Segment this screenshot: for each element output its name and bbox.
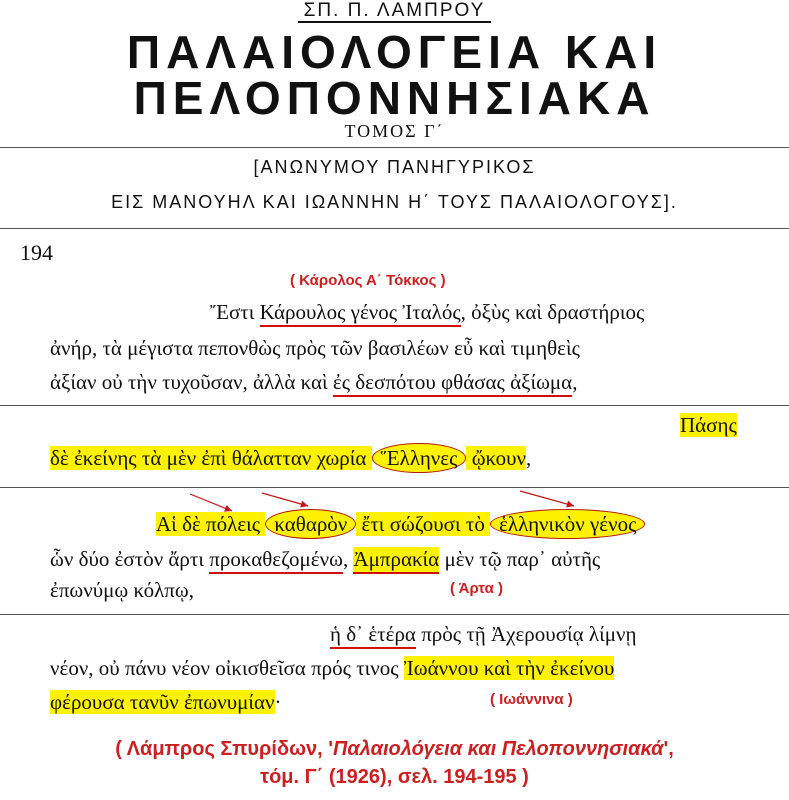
passage4-line2: νέον, οὐ πάνυ νέον οἰκισθεῖσα πρός τινος Ἰωάννου καὶ τὴν ἐκείνου bbox=[50, 656, 615, 680]
passage3-line3: ἐπωνύμῳ κόλπῳ, bbox=[50, 578, 194, 602]
passage3-line1: Αἱ δὲ πόλεις καθαρὸν ἔτι σώζουσι τὸ ἑλληνικὸν γένος bbox=[156, 512, 645, 537]
passage2-word: Πάσης bbox=[680, 413, 737, 437]
annotation-ioannina: ( Ιωάννινα ) bbox=[490, 691, 573, 708]
circled-ellines: Ἕλληνες bbox=[372, 443, 467, 473]
underline-despotou: ἐς δεσπότου φθάσας ἀξίωμα bbox=[333, 370, 572, 397]
circled-ellinikon-genos: ἑλληνικὸν γένος bbox=[490, 509, 645, 539]
passage2-line2: δὲ ἐκείνης τὰ μὲν ἐπὶ θάλατταν χωρία Ἕλληνες ᾤκουν, bbox=[50, 446, 531, 471]
page-number: 194 bbox=[20, 240, 53, 265]
author-name: ΣΠ. Π. ΛΑΜΠΡΟΥ bbox=[0, 0, 789, 22]
passage3-line2: ὧν δύο ἐστὸν ἄρτι προκαθεζομένω, Ἀμπρακία μὲν τῷ παρ᾽ αὐτῆς bbox=[50, 547, 600, 572]
passage4-line1: ἡ δ᾽ ἑτέρα πρὸς τῇ Ἀχερουσίᾳ λίμνῃ bbox=[330, 622, 636, 647]
passage1-line2: ἀνήρ, τὰ μέγιστα πεπονθὼς πρὸς τῶν βασιλέων εὖ καὶ τιμηθεὶς bbox=[50, 336, 580, 360]
passage1-line1: Ἔστι Κάρουλος γένος Ἰταλός, ὀξὺς καὶ δραστήριος bbox=[210, 300, 644, 325]
eponymia-highlight: φέρουσα τανῦν ἐπωνυμίαν bbox=[50, 690, 275, 714]
book-title-line-1: ΠΑΛΑΙΟΛΟΓΕΙΑ ΚΑΙ bbox=[126, 26, 663, 78]
passage1-line3: ἀξίαν οὐ τὴν τυχοῦσαν, ἀλλὰ καὶ ἐς δεσπότου φθάσας ἀξίωμα, bbox=[50, 370, 577, 395]
underline-karoulos: Κάρουλος γένος Ἰταλός bbox=[260, 300, 461, 327]
annotation-karolos: ( Κάρολος Α΄ Τόκκος ) bbox=[290, 272, 446, 289]
citation-line-2: τόμ. Γ΄ (1926), σελ. 194-195 ) bbox=[260, 766, 529, 788]
passage4-line3: φέρουσα τανῦν ἐπωνυμίαν· bbox=[50, 690, 282, 714]
ioannou-highlight: Ἰωάννου καὶ τὴν ἐκείνου bbox=[403, 656, 615, 680]
book-title-line-2: ΠΕΛΟΠΟΝΝΗΣΙΑΚΑ bbox=[133, 72, 656, 124]
subtitle-line-1: [ΑΝΩΝΥΜΟΥ ΠΑΝΗΓΥΡΙΚΟΣ bbox=[253, 157, 536, 177]
citation-line-1: ( Λάμπρος Σπυρίδων, 'Παλαιολόγεια και Πελοποννησιακά', bbox=[115, 738, 674, 760]
subtitle-line-2: ΕΙΣ ΜΑΝΟΥΗΛ ΚΑΙ ΙΩΑΝΝΗΝ Η΄ ΤΟΥΣ ΠΑΛΑΙΟΛΟΓΟΥΣ]. bbox=[111, 192, 678, 212]
underline-i-d-etera: ἡ δ᾽ ἑτέρα bbox=[330, 622, 416, 649]
underline-prokathezomeno: προκαθεζομένω bbox=[209, 547, 343, 574]
circled-katharon: καθαρὸν bbox=[265, 509, 356, 539]
volume-label: ΤΟΜΟΣ Γ΄ bbox=[344, 121, 445, 141]
annotation-arta: ( Άρτα ) bbox=[450, 580, 503, 597]
ambrakia-highlight: Ἀμπρακία bbox=[353, 547, 439, 574]
divider bbox=[0, 614, 789, 615]
